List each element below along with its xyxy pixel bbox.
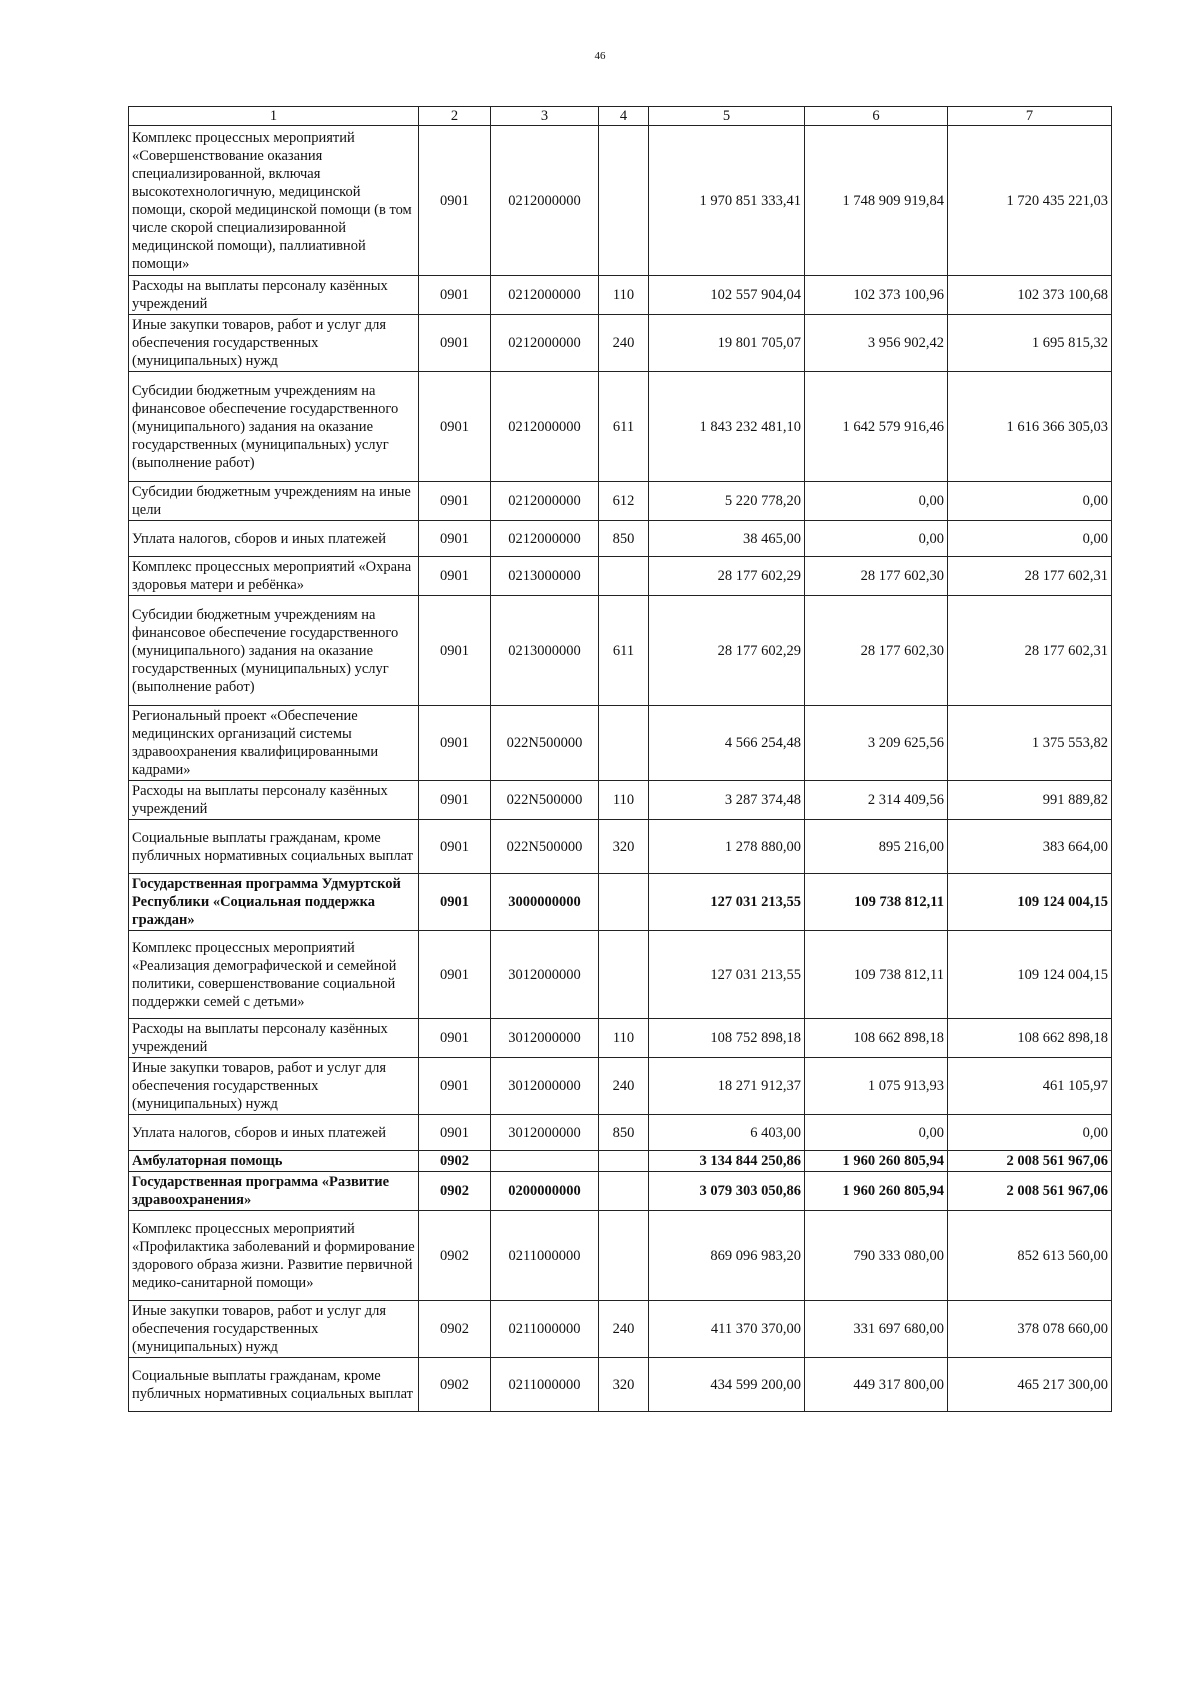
section-code-cell: 0901 xyxy=(419,874,491,931)
row-name-cell: Комплекс процессных мероприятий «Реализация демографической и семейной политики, совершенствование социальной поддержки семей с детьми» xyxy=(129,931,419,1019)
row-name-cell: Иные закупки товаров, работ и услуг для обеспечения государственных (муниципальных) нужд xyxy=(129,315,419,372)
section-code-cell: 0902 xyxy=(419,1301,491,1358)
target-code-cell: 0212000000 xyxy=(491,372,599,482)
section-code-cell: 0901 xyxy=(419,521,491,557)
target-code-cell: 0211000000 xyxy=(491,1358,599,1412)
amount-year-1-cell: 18 271 912,37 xyxy=(649,1058,805,1115)
column-header: 5 xyxy=(649,107,805,126)
row-name-cell: Комплекс процессных мероприятий «Охрана здоровья матери и ребёнка» xyxy=(129,557,419,596)
amount-year-2-cell: 895 216,00 xyxy=(805,820,948,874)
row-name-cell: Региональный проект «Обеспечение медицинских организаций системы здравоохранения квалифицированными кадрами» xyxy=(129,706,419,781)
target-code-cell: 3012000000 xyxy=(491,1019,599,1058)
amount-year-3-cell: 1 720 435 221,03 xyxy=(948,126,1112,276)
section-code-cell: 0902 xyxy=(419,1172,491,1211)
section-code-cell: 0902 xyxy=(419,1358,491,1412)
row-name-cell: Расходы на выплаты персоналу казённых учреждений xyxy=(129,781,419,820)
expense-type-cell: 850 xyxy=(599,1115,649,1151)
amount-year-3-cell: 108 662 898,18 xyxy=(948,1019,1112,1058)
amount-year-2-cell: 0,00 xyxy=(805,1115,948,1151)
amount-year-2-cell: 1 748 909 919,84 xyxy=(805,126,948,276)
target-code-cell: 022N500000 xyxy=(491,706,599,781)
row-name-cell: Комплекс процессных мероприятий «Совершенствование оказания специализированной, включая высокотехнологичную, медицинской помощи, скорой медицинской помощи (в том числе скорой специализированной медицинской помощи), паллиативной помощи» xyxy=(129,126,419,276)
expense-type-cell: 110 xyxy=(599,781,649,820)
amount-year-2-cell: 0,00 xyxy=(805,482,948,521)
column-header: 1 xyxy=(129,107,419,126)
table-row xyxy=(129,557,1112,596)
amount-year-2-cell: 109 738 812,11 xyxy=(805,874,948,931)
row-name-cell: Уплата налогов, сборов и иных платежей xyxy=(129,1115,419,1151)
row-name-cell: Субсидии бюджетным учреждениям на финансовое обеспечение государственного (муниципального) задания на оказание государственных (муниципальных) услуг (выполнение работ) xyxy=(129,372,419,482)
amount-year-3-cell: 378 078 660,00 xyxy=(948,1301,1112,1358)
table-row xyxy=(129,1019,1112,1058)
section-code-cell: 0901 xyxy=(419,706,491,781)
table-row xyxy=(129,482,1112,521)
amount-year-1-cell: 38 465,00 xyxy=(649,521,805,557)
target-code-cell: 0212000000 xyxy=(491,126,599,276)
amount-year-2-cell: 449 317 800,00 xyxy=(805,1358,948,1412)
target-code-cell: 0200000000 xyxy=(491,1172,599,1211)
amount-year-1-cell: 127 031 213,55 xyxy=(649,931,805,1019)
amount-year-3-cell: 109 124 004,15 xyxy=(948,874,1112,931)
target-code-cell: 0211000000 xyxy=(491,1211,599,1301)
section-code-cell: 0901 xyxy=(419,372,491,482)
expense-type-cell: 240 xyxy=(599,315,649,372)
table-row xyxy=(129,126,1112,276)
expense-type-cell: 110 xyxy=(599,276,649,315)
row-name-cell: Государственная программа «Развитие здравоохранения» xyxy=(129,1172,419,1211)
column-header: 6 xyxy=(805,107,948,126)
expense-type-cell: 611 xyxy=(599,372,649,482)
table-row xyxy=(129,1172,1112,1211)
row-name-cell: Государственная программа Удмуртской Республики «Социальная поддержка граждан» xyxy=(129,874,419,931)
amount-year-2-cell: 28 177 602,30 xyxy=(805,596,948,706)
expense-type-cell: 240 xyxy=(599,1058,649,1115)
target-code-cell: 0213000000 xyxy=(491,557,599,596)
table-row xyxy=(129,276,1112,315)
target-code-cell: 3000000000 xyxy=(491,874,599,931)
amount-year-3-cell: 383 664,00 xyxy=(948,820,1112,874)
row-name-cell: Субсидии бюджетным учреждениям на финансовое обеспечение государственного (муниципального) задания на оказание государственных (муниципальных) услуг (выполнение работ) xyxy=(129,596,419,706)
target-code-cell: 0212000000 xyxy=(491,482,599,521)
amount-year-3-cell: 102 373 100,68 xyxy=(948,276,1112,315)
expense-type-cell xyxy=(599,931,649,1019)
amount-year-2-cell: 0,00 xyxy=(805,521,948,557)
expense-type-cell xyxy=(599,1151,649,1172)
section-code-cell: 0901 xyxy=(419,931,491,1019)
amount-year-2-cell: 1 960 260 805,94 xyxy=(805,1151,948,1172)
expense-type-cell: 612 xyxy=(599,482,649,521)
column-header: 3 xyxy=(491,107,599,126)
column-header-row xyxy=(129,107,1112,126)
amount-year-2-cell: 1 075 913,93 xyxy=(805,1058,948,1115)
row-name-cell: Расходы на выплаты персоналу казённых учреждений xyxy=(129,1019,419,1058)
amount-year-1-cell: 28 177 602,29 xyxy=(649,596,805,706)
expense-type-cell xyxy=(599,1172,649,1211)
table-row xyxy=(129,874,1112,931)
section-code-cell: 0901 xyxy=(419,126,491,276)
expense-type-cell xyxy=(599,1211,649,1301)
table-row xyxy=(129,820,1112,874)
amount-year-1-cell: 1 970 851 333,41 xyxy=(649,126,805,276)
section-code-cell: 0901 xyxy=(419,557,491,596)
row-name-cell: Социальные выплаты гражданам, кроме публичных нормативных социальных выплат xyxy=(129,1358,419,1412)
expense-type-cell xyxy=(599,874,649,931)
row-name-cell: Расходы на выплаты персоналу казённых учреждений xyxy=(129,276,419,315)
table-row xyxy=(129,315,1112,372)
amount-year-3-cell: 991 889,82 xyxy=(948,781,1112,820)
row-name-cell: Субсидии бюджетным учреждениям на иные цели xyxy=(129,482,419,521)
row-name-cell: Иные закупки товаров, работ и услуг для обеспечения государственных (муниципальных) нужд xyxy=(129,1058,419,1115)
table-row xyxy=(129,521,1112,557)
section-code-cell: 0901 xyxy=(419,315,491,372)
amount-year-3-cell: 465 217 300,00 xyxy=(948,1358,1112,1412)
amount-year-3-cell: 2 008 561 967,06 xyxy=(948,1151,1112,1172)
section-code-cell: 0901 xyxy=(419,820,491,874)
expense-type-cell: 850 xyxy=(599,521,649,557)
expense-type-cell xyxy=(599,706,649,781)
amount-year-3-cell: 109 124 004,15 xyxy=(948,931,1112,1019)
amount-year-3-cell: 0,00 xyxy=(948,1115,1112,1151)
table-row xyxy=(129,1115,1112,1151)
expense-type-cell: 320 xyxy=(599,1358,649,1412)
target-code-cell: 0212000000 xyxy=(491,315,599,372)
amount-year-1-cell: 3 079 303 050,86 xyxy=(649,1172,805,1211)
table-row xyxy=(129,596,1112,706)
amount-year-2-cell: 108 662 898,18 xyxy=(805,1019,948,1058)
target-code-cell xyxy=(491,1151,599,1172)
amount-year-3-cell: 852 613 560,00 xyxy=(948,1211,1112,1301)
amount-year-2-cell: 109 738 812,11 xyxy=(805,931,948,1019)
expense-type-cell xyxy=(599,557,649,596)
section-code-cell: 0901 xyxy=(419,596,491,706)
amount-year-1-cell: 869 096 983,20 xyxy=(649,1211,805,1301)
target-code-cell: 022N500000 xyxy=(491,820,599,874)
table-row xyxy=(129,781,1112,820)
target-code-cell: 022N500000 xyxy=(491,781,599,820)
amount-year-1-cell: 1 843 232 481,10 xyxy=(649,372,805,482)
amount-year-1-cell: 102 557 904,04 xyxy=(649,276,805,315)
expense-type-cell: 611 xyxy=(599,596,649,706)
amount-year-2-cell: 3 209 625,56 xyxy=(805,706,948,781)
amount-year-1-cell: 434 599 200,00 xyxy=(649,1358,805,1412)
amount-year-2-cell: 790 333 080,00 xyxy=(805,1211,948,1301)
table-row xyxy=(129,1151,1112,1172)
amount-year-3-cell: 28 177 602,31 xyxy=(948,596,1112,706)
amount-year-2-cell: 28 177 602,30 xyxy=(805,557,948,596)
table-row xyxy=(129,931,1112,1019)
amount-year-1-cell: 19 801 705,07 xyxy=(649,315,805,372)
table-row xyxy=(129,1058,1112,1115)
amount-year-3-cell: 28 177 602,31 xyxy=(948,557,1112,596)
amount-year-2-cell: 2 314 409,56 xyxy=(805,781,948,820)
amount-year-2-cell: 102 373 100,96 xyxy=(805,276,948,315)
section-code-cell: 0902 xyxy=(419,1151,491,1172)
amount-year-1-cell: 6 403,00 xyxy=(649,1115,805,1151)
amount-year-2-cell: 1 642 579 916,46 xyxy=(805,372,948,482)
amount-year-2-cell: 3 956 902,42 xyxy=(805,315,948,372)
amount-year-1-cell: 127 031 213,55 xyxy=(649,874,805,931)
target-code-cell: 0213000000 xyxy=(491,596,599,706)
target-code-cell: 3012000000 xyxy=(491,1115,599,1151)
amount-year-3-cell: 0,00 xyxy=(948,521,1112,557)
table-row xyxy=(129,1358,1112,1412)
table-row xyxy=(129,372,1112,482)
budget-table xyxy=(128,106,1112,1412)
target-code-cell: 0212000000 xyxy=(491,276,599,315)
table-body xyxy=(129,126,1112,1412)
amount-year-3-cell: 1 375 553,82 xyxy=(948,706,1112,781)
expense-type-cell: 320 xyxy=(599,820,649,874)
amount-year-1-cell: 4 566 254,48 xyxy=(649,706,805,781)
amount-year-1-cell: 1 278 880,00 xyxy=(649,820,805,874)
table-row xyxy=(129,1211,1112,1301)
row-name-cell: Социальные выплаты гражданам, кроме публичных нормативных социальных выплат xyxy=(129,820,419,874)
amount-year-1-cell: 3 287 374,48 xyxy=(649,781,805,820)
amount-year-3-cell: 1 616 366 305,03 xyxy=(948,372,1112,482)
section-code-cell: 0901 xyxy=(419,781,491,820)
section-code-cell: 0901 xyxy=(419,1019,491,1058)
column-header: 4 xyxy=(599,107,649,126)
row-name-cell: Амбулаторная помощь xyxy=(129,1151,419,1172)
amount-year-2-cell: 1 960 260 805,94 xyxy=(805,1172,948,1211)
row-name-cell: Уплата налогов, сборов и иных платежей xyxy=(129,521,419,557)
expense-type-cell xyxy=(599,126,649,276)
target-code-cell: 0211000000 xyxy=(491,1301,599,1358)
row-name-cell: Комплекс процессных мероприятий «Профилактика заболеваний и формирование здорового образа жизни. Развитие первичной медико-санитарной помощи» xyxy=(129,1211,419,1301)
target-code-cell: 0212000000 xyxy=(491,521,599,557)
page-number: 46 xyxy=(594,50,606,62)
section-code-cell: 0901 xyxy=(419,1058,491,1115)
amount-year-1-cell: 28 177 602,29 xyxy=(649,557,805,596)
column-header: 2 xyxy=(419,107,491,126)
amount-year-1-cell: 411 370 370,00 xyxy=(649,1301,805,1358)
row-name-cell: Иные закупки товаров, работ и услуг для обеспечения государственных (муниципальных) нужд xyxy=(129,1301,419,1358)
section-code-cell: 0901 xyxy=(419,276,491,315)
column-header: 7 xyxy=(948,107,1112,126)
target-code-cell: 3012000000 xyxy=(491,931,599,1019)
section-code-cell: 0901 xyxy=(419,482,491,521)
section-code-cell: 0901 xyxy=(419,1115,491,1151)
expense-type-cell: 110 xyxy=(599,1019,649,1058)
amount-year-1-cell: 108 752 898,18 xyxy=(649,1019,805,1058)
table-row xyxy=(129,706,1112,781)
expense-type-cell: 240 xyxy=(599,1301,649,1358)
table-row xyxy=(129,1301,1112,1358)
target-code-cell: 3012000000 xyxy=(491,1058,599,1115)
section-code-cell: 0902 xyxy=(419,1211,491,1301)
amount-year-1-cell: 5 220 778,20 xyxy=(649,482,805,521)
amount-year-1-cell: 3 134 844 250,86 xyxy=(649,1151,805,1172)
amount-year-2-cell: 331 697 680,00 xyxy=(805,1301,948,1358)
amount-year-3-cell: 461 105,97 xyxy=(948,1058,1112,1115)
amount-year-3-cell: 0,00 xyxy=(948,482,1112,521)
amount-year-3-cell: 1 695 815,32 xyxy=(948,315,1112,372)
amount-year-3-cell: 2 008 561 967,06 xyxy=(948,1172,1112,1211)
